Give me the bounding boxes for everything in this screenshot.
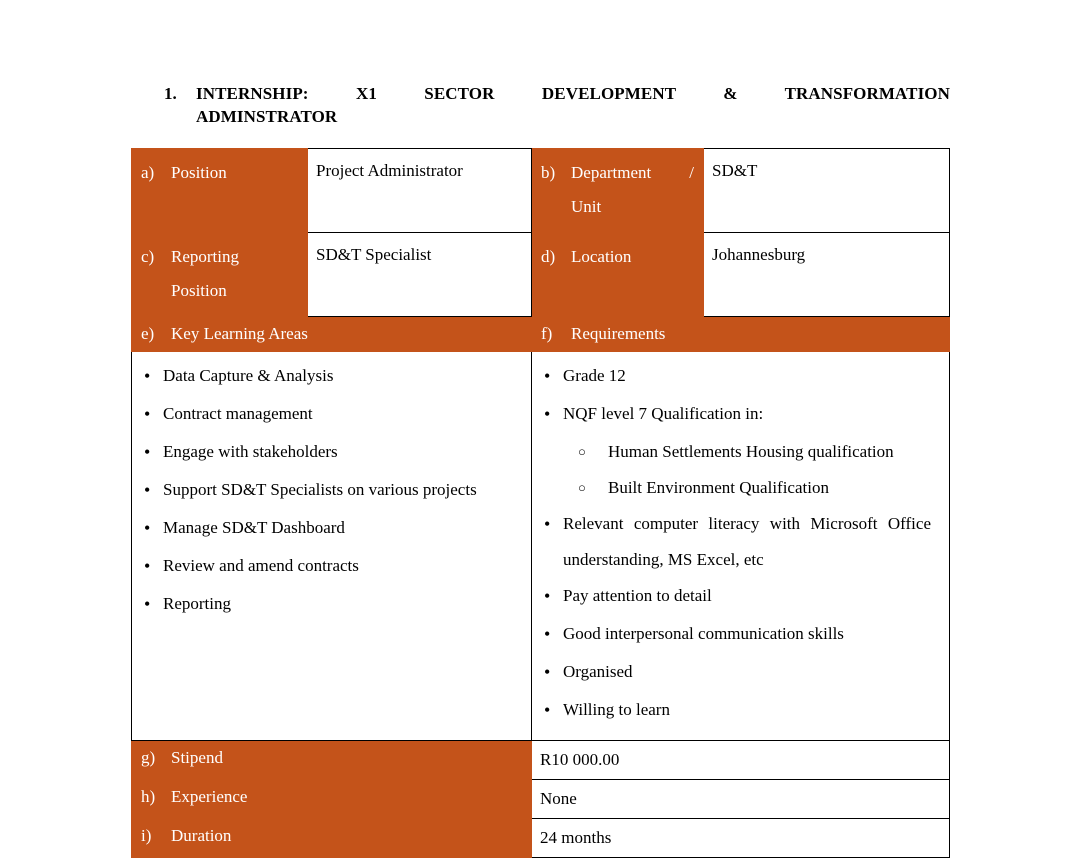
- list-item-label: Reporting: [163, 594, 231, 613]
- row-letter-i: i): [141, 826, 152, 845]
- list-item: [132, 548, 521, 586]
- row-letter-h: h): [141, 787, 156, 806]
- list-item-label: Good interpersonal communication skills: [563, 624, 844, 643]
- table-row: [132, 352, 950, 741]
- table-row: [132, 819, 950, 858]
- bullet-icon: [132, 358, 163, 396]
- value-experience: None: [540, 789, 577, 808]
- key-learning-areas-list: [132, 352, 531, 634]
- cell-duration-label: [132, 819, 532, 858]
- heading-line-2: ADMINSTRATOR: [196, 107, 338, 126]
- list-item: [132, 510, 521, 548]
- list-item: [532, 616, 939, 654]
- list-item: [532, 578, 939, 616]
- cell-requirements-header: [532, 317, 950, 352]
- bullet-icon: [132, 434, 163, 472]
- bullet-icon: [532, 578, 563, 616]
- list-item: [532, 506, 939, 578]
- cell-location-value: [704, 233, 950, 317]
- list-item: [532, 692, 939, 730]
- hollow-bullet-icon: [532, 434, 608, 470]
- heading-row: [164, 82, 950, 128]
- value-reporting-position: SD&T Specialist: [316, 245, 432, 264]
- label-position: Position: [171, 163, 227, 182]
- bullet-icon: [132, 548, 163, 586]
- list-item-label: Engage with stakeholders: [163, 442, 338, 461]
- label-requirements: Requirements: [571, 324, 666, 343]
- bullet-icon: [132, 510, 163, 548]
- list-item: [132, 358, 521, 396]
- label-stipend: Stipend: [171, 748, 223, 767]
- list-item-label: Data Capture & Analysis: [163, 366, 334, 385]
- list-item-label: Contract management: [163, 404, 313, 423]
- label-reporting-position: Reporting Position: [171, 247, 239, 300]
- value-position: Project Administrator: [316, 161, 463, 180]
- list-item-label: Built Environment Qualification: [608, 478, 829, 497]
- list-item: [532, 434, 939, 470]
- list-item-label: Willing to learn: [563, 700, 670, 719]
- label-duration: Duration: [171, 826, 232, 845]
- list-item-label: Pay attention to detail: [563, 586, 712, 605]
- value-location: Johannesburg: [712, 245, 806, 264]
- cell-key-learning-areas-list: [132, 352, 532, 741]
- row-letter-c: c): [141, 247, 155, 266]
- list-item-label: Manage SD&T Dashboard: [163, 518, 345, 537]
- list-item: [132, 586, 521, 624]
- table-row: [132, 149, 950, 233]
- list-item: [132, 434, 521, 472]
- row-letter-b: b): [541, 163, 556, 182]
- cell-requirements-list: [532, 352, 950, 741]
- cell-stipend-label: [132, 741, 532, 780]
- label-location: Location: [571, 247, 632, 266]
- bullet-icon: [532, 358, 563, 396]
- bullet-icon: [532, 506, 563, 544]
- table-row: [132, 233, 950, 317]
- value-duration: 24 months: [540, 828, 612, 847]
- bullet-icon: [132, 396, 163, 434]
- list-item: [532, 470, 939, 506]
- row-letter-d: d): [541, 247, 556, 266]
- hollow-bullet-icon: [532, 470, 608, 506]
- internship-details-table: [131, 148, 950, 858]
- cell-reporting-label: [132, 233, 308, 317]
- list-item-label: Support SD&T Specialists on various projects: [163, 480, 477, 499]
- row-letter-e: e): [141, 324, 155, 343]
- bullet-icon: [132, 472, 163, 510]
- cell-department-label: [532, 149, 704, 233]
- row-letter-f: f): [541, 324, 553, 343]
- page-title: [164, 82, 950, 128]
- list-item-label: Human Settlements Housing qualification: [608, 442, 894, 461]
- value-stipend: R10 000.00: [540, 750, 620, 769]
- heading-number: 1.: [164, 84, 177, 103]
- cell-key-learning-areas-header: [132, 317, 532, 352]
- value-department-unit: SD&T: [712, 161, 758, 180]
- bullet-icon: [532, 396, 563, 434]
- list-item: [532, 396, 939, 434]
- table-row: [132, 317, 950, 352]
- list-item: [532, 654, 939, 692]
- cell-location-label: [532, 233, 704, 317]
- list-item: [532, 358, 939, 396]
- table-row: [132, 741, 950, 780]
- row-letter-g: g): [141, 748, 156, 767]
- requirements-list: [532, 352, 949, 740]
- cell-department-value: [704, 149, 950, 233]
- cell-duration-value: [532, 819, 950, 858]
- label-experience: Experience: [171, 787, 248, 806]
- list-item-label: Review and amend contracts: [163, 556, 359, 575]
- row-letter-a: a): [141, 163, 155, 182]
- list-item-label: Relevant computer literacy with Microsoft Office understanding, MS Excel, etc: [563, 514, 931, 569]
- bullet-icon: [532, 692, 563, 730]
- cell-reporting-value: [308, 233, 532, 317]
- bullet-icon: [532, 654, 563, 692]
- bullet-icon: [132, 586, 163, 624]
- heading-text: [196, 82, 950, 128]
- list-item-label: Organised: [563, 662, 633, 681]
- label-key-learning-areas: Key Learning Areas: [171, 324, 308, 343]
- label-department-unit: Department / Unit: [571, 163, 694, 216]
- bullet-icon: [532, 616, 563, 654]
- cell-position-value: [308, 149, 532, 233]
- list-item: [132, 472, 521, 510]
- cell-position-label: [132, 149, 308, 233]
- list-item: [132, 396, 521, 434]
- list-item-label: Grade 12: [563, 366, 626, 385]
- heading-line-1: INTERNSHIP: X1 SECTOR DEVELOPMENT & TRANSFORMATION: [196, 84, 950, 103]
- list-item-label: NQF level 7 Qualification in:: [563, 404, 764, 423]
- cell-stipend-value: [532, 741, 950, 780]
